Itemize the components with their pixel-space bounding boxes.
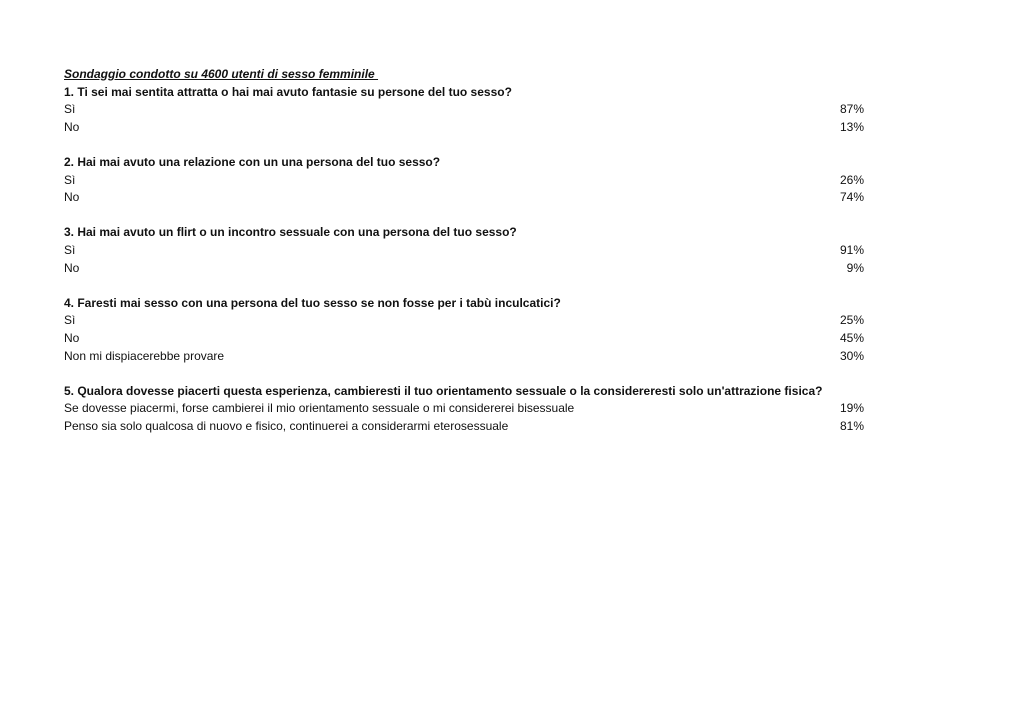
- answer-label: Sì: [64, 242, 76, 257]
- answer-label: Penso sia solo qualcosa di nuovo e fisico, continuerei a considerarmi eterosessuale: [64, 418, 509, 433]
- answer-percentage: 81%: [839, 418, 864, 433]
- answer-percentage: 25%: [839, 313, 864, 328]
- answer-percentage: 91%: [839, 242, 864, 257]
- answer-percentage: 26%: [839, 172, 864, 187]
- question-2: 2. Hai mai avuto una relazione con un una persona del tuo sesso?: [64, 154, 441, 169]
- survey-document: [64, 66, 864, 435]
- answer-row: [64, 260, 864, 278]
- answer-label: Non mi dispiacerebbe provare: [64, 348, 225, 363]
- answer-label: Sì: [64, 313, 76, 328]
- section-spacer: [64, 277, 864, 295]
- question-3: 3. Hai mai avuto un flirt o un incontro sessuale con una persona del tuo sesso?: [64, 225, 517, 240]
- answer-row: [64, 242, 864, 260]
- answer-percentage: 13%: [839, 119, 864, 134]
- section-spacer: [64, 365, 864, 383]
- answer-row: [64, 101, 864, 119]
- answer-label: Sì: [64, 172, 76, 187]
- section-spacer: [64, 136, 864, 154]
- answer-label: Se dovesse piacermi, forse cambierei il mio orientamento sessuale o mi considererei bisessuale: [64, 401, 575, 416]
- answer-percentage: 45%: [839, 330, 864, 345]
- answer-label: No: [64, 330, 80, 345]
- answer-label: Sì: [64, 102, 76, 117]
- answer-percentage: 87%: [839, 102, 864, 117]
- answer-label: No: [64, 260, 80, 275]
- answer-row: [64, 119, 864, 137]
- section-spacer: [64, 207, 864, 225]
- answer-label: No: [64, 119, 80, 134]
- question-4: 4. Faresti mai sesso con una persona del tuo sesso se non fosse per i tabù inculcatici?: [64, 295, 561, 310]
- answer-percentage: 74%: [839, 190, 864, 205]
- answer-row: [64, 418, 864, 436]
- answer-percentage: 19%: [839, 401, 864, 416]
- answer-percentage: 9%: [846, 260, 864, 275]
- survey-title: Sondaggio condotto su 4600 utenti di sesso femminile: [64, 67, 379, 81]
- answer-percentage: 30%: [839, 348, 864, 363]
- answer-row: [64, 189, 864, 207]
- answer-row: [64, 312, 864, 330]
- answer-row: [64, 330, 864, 348]
- question-1: 1. Ti sei mai sentita attratta o hai mai avuto fantasie su persone del tuo sesso?: [64, 84, 512, 99]
- answer-row: [64, 172, 864, 190]
- question-5: 5. Qualora dovesse piacerti questa esperienza, cambieresti il tuo orientamento sessuale o la considereresti solo un'attrazione fisica?: [64, 383, 823, 398]
- answer-row: [64, 348, 864, 366]
- answer-row: [64, 400, 864, 418]
- answer-label: No: [64, 190, 80, 205]
